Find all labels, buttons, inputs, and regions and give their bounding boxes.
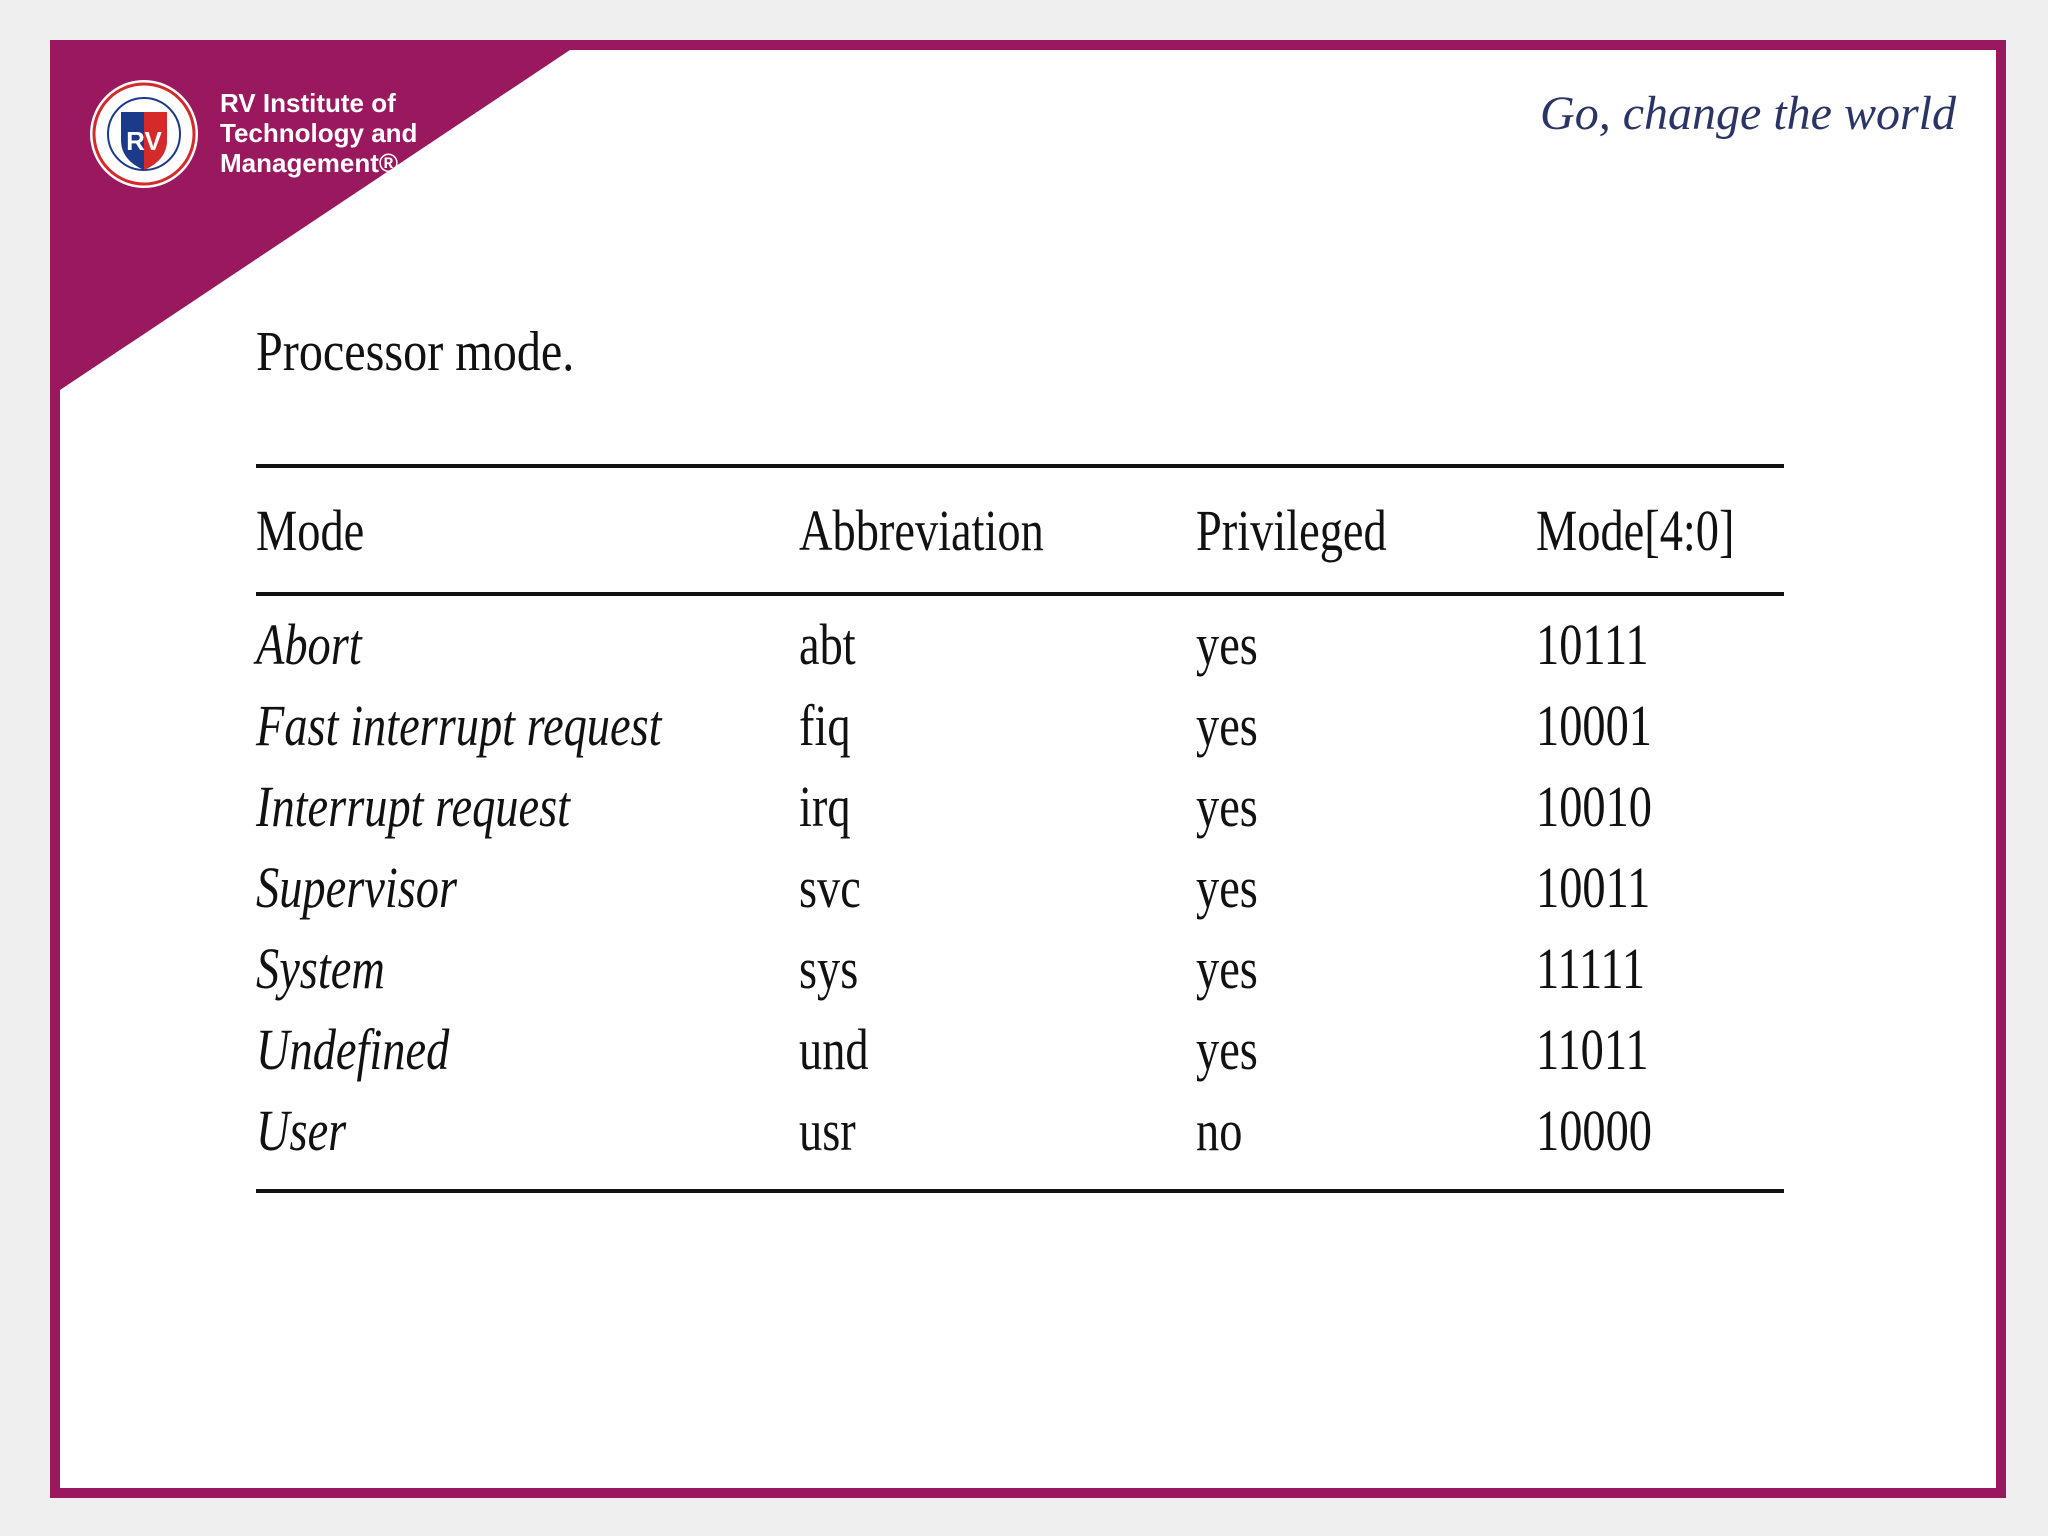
table-row — [256, 685, 1784, 766]
institute-name-line-2: Technology and — [220, 118, 418, 148]
logo-initials: RV — [126, 126, 162, 156]
institute-name — [220, 88, 417, 178]
cell-mode: Undefined — [256, 1017, 450, 1082]
slide-title: Processor mode. — [256, 321, 575, 383]
table-row — [256, 766, 1784, 847]
cell-mode: Interrupt request — [256, 774, 571, 839]
institute-logo-seal — [88, 78, 200, 190]
header-mode: Mode — [256, 497, 365, 563]
cell-abbreviation: fiq — [798, 693, 851, 758]
header-abbreviation: Abbreviation — [798, 497, 1044, 563]
cell-privileged: yes — [1195, 936, 1258, 1001]
cell-abbreviation: usr — [798, 1098, 856, 1163]
cell-privileged: yes — [1195, 855, 1258, 920]
table-row — [256, 1090, 1784, 1191]
table-row — [256, 847, 1784, 928]
cell-abbreviation: irq — [798, 774, 851, 839]
slide-frame — [50, 40, 2006, 1498]
table-header-row — [256, 466, 1784, 594]
cell-mode-bits: 11011 — [1535, 1017, 1649, 1082]
cell-abbreviation: abt — [798, 612, 856, 677]
cell-mode-bits: 11111 — [1535, 936, 1646, 1001]
table-row — [256, 594, 1784, 685]
cell-privileged: yes — [1195, 1017, 1258, 1082]
cell-mode: System — [256, 936, 385, 1001]
table-row — [256, 928, 1784, 1009]
cell-privileged: no — [1195, 1098, 1242, 1163]
header-privileged: Privileged — [1195, 497, 1387, 563]
cell-abbreviation: sys — [798, 936, 859, 1001]
cell-mode-bits: 10010 — [1535, 774, 1652, 839]
cell-mode: Supervisor — [256, 855, 458, 920]
cell-privileged: yes — [1195, 612, 1258, 677]
cell-privileged: yes — [1195, 693, 1258, 758]
cell-mode: User — [256, 1098, 347, 1163]
cell-abbreviation: und — [798, 1017, 869, 1082]
institute-tagline: Go, change the world — [1540, 87, 1956, 140]
cell-mode-bits: 10011 — [1535, 855, 1651, 920]
cell-mode-bits: 10000 — [1535, 1098, 1652, 1163]
cell-mode: Fast interrupt request — [256, 693, 662, 758]
cell-mode-bits: 10001 — [1535, 693, 1652, 758]
cell-abbreviation: svc — [798, 855, 861, 920]
header-mode-bits: Mode[4:0] — [1535, 497, 1735, 563]
cell-mode: Abort — [256, 612, 362, 677]
cell-privileged: yes — [1195, 774, 1258, 839]
institute-name-line-3: Management® — [220, 148, 399, 178]
cell-mode-bits: 10111 — [1535, 612, 1649, 677]
institute-name-line-1: RV Institute of — [220, 88, 396, 118]
table-row — [256, 1009, 1784, 1090]
processor-modes-table — [256, 464, 1784, 1193]
